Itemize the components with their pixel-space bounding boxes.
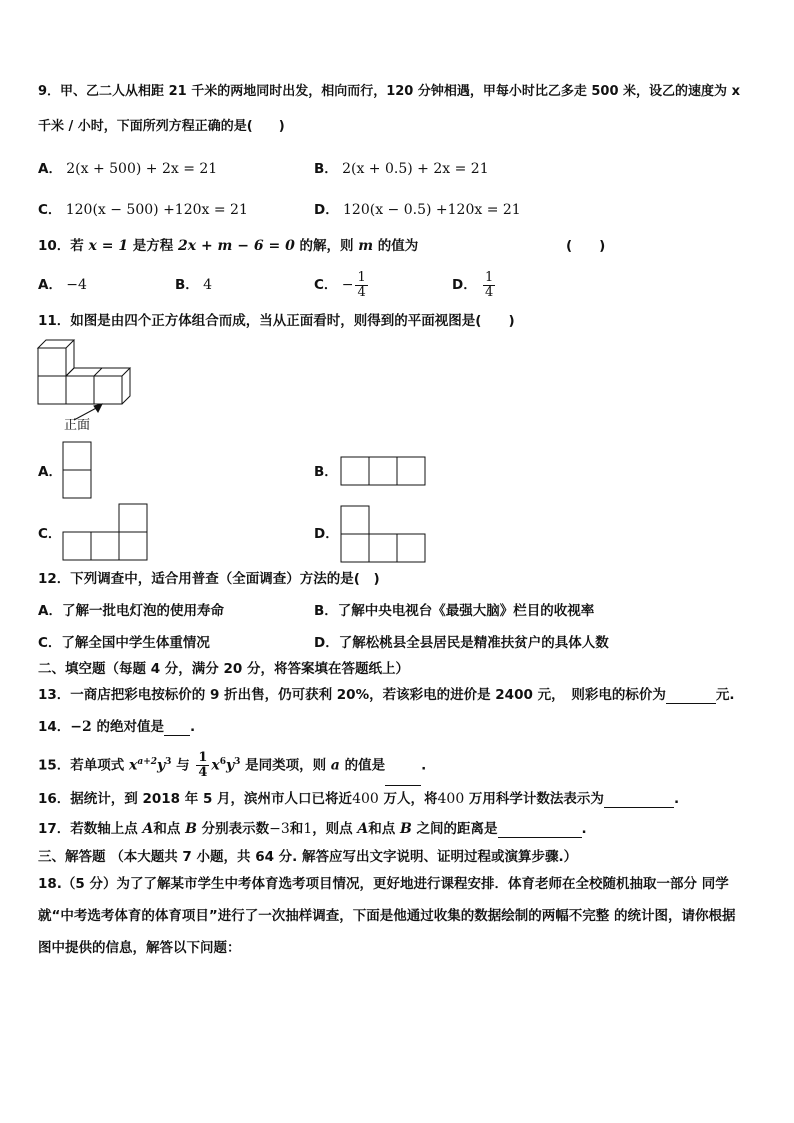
q17-end: .: [581, 821, 587, 837]
option-label: A．: [38, 161, 62, 177]
q18-line1: 18.（5 分）为了了解某市学生中考体育选考项目情况，更好地进行课程安排．体育老师在全校随机抽取一部分 同学: [38, 876, 729, 892]
q17-text: 和点: [368, 821, 400, 837]
option-label: B．: [314, 161, 338, 177]
q10-answer-paren: ( ): [566, 238, 606, 254]
option-expression: 2(x + 500) + 2x = 21: [66, 161, 218, 177]
q10-equation: 2x + m − 6 = 0: [177, 238, 295, 254]
option-label: C．: [314, 277, 338, 293]
q10-variable: m: [358, 238, 374, 254]
q10-option-d[interactable]: [452, 265, 497, 305]
q15-text: 与: [171, 757, 195, 774]
q9-option-c[interactable]: [38, 201, 248, 219]
option-expression: 2(x + 0.5) + 2x = 21: [342, 161, 489, 177]
option-expression: 120(x − 0.5) +120x = 21: [343, 202, 521, 218]
q15-text: 15．若单项式: [38, 757, 129, 774]
q14-number: 14．: [38, 719, 71, 735]
q18-line3: 图中提供的信息，解答以下问题：: [38, 940, 241, 956]
q16-end: .: [673, 791, 680, 807]
q17-text: 17．若数轴上点: [38, 821, 143, 837]
q10-condition: x = 1: [88, 238, 129, 254]
fraction-numerator: 1: [485, 269, 494, 285]
fraction-denominator: 4: [485, 284, 494, 300]
q9-option-d[interactable]: [314, 201, 521, 219]
q11-option-a-figure[interactable]: [62, 441, 94, 501]
q13: [38, 686, 734, 704]
q10-text: 10．若: [38, 238, 89, 254]
q9-option-a[interactable]: [38, 160, 217, 178]
option-value: −4: [66, 277, 87, 293]
q10-stem: [38, 237, 418, 255]
q15-exponent: 3: [165, 757, 172, 767]
answer-blank[interactable]: [385, 771, 421, 786]
q10-option-c[interactable]: [314, 265, 370, 305]
q16-text: 万用科学计数法表示为: [464, 791, 604, 807]
q14-text: 的绝对值是: [91, 719, 164, 735]
fraction-numerator: 1: [198, 750, 208, 765]
q10-text: 的值为: [373, 238, 419, 254]
q15-monomial: y: [157, 757, 166, 774]
q12-option-c[interactable]: C．了解全国中学生体重情况: [38, 635, 210, 651]
q17-number: 1: [303, 821, 313, 837]
answer-blank[interactable]: [604, 793, 674, 808]
q15-text: 是同类项，则: [240, 757, 331, 774]
q11-stem: 11．如图是由四个正方体组合而成，当从正面看时，则得到的平面视图是( ): [38, 313, 515, 329]
q14-value: −2: [70, 719, 92, 735]
q16-number: 400: [437, 791, 465, 807]
section-solve-heading: 三、解答题 （本大题共 7 小题，共 64 分. 解答应写出文字说明、证明过程或演算步骤.）: [38, 849, 578, 865]
q16: [38, 790, 679, 808]
option-label: A．: [38, 277, 62, 293]
q9-line2: 千米 / 小时，下面所列方程正确的是( ): [38, 119, 285, 134]
q15: [38, 742, 426, 786]
option-value: 4: [203, 277, 213, 293]
option-label: C．: [38, 202, 62, 218]
q15-monomial: y: [225, 757, 235, 774]
q12-option-b[interactable]: B．了解中央电视台《最强大脑》栏目的收视率: [314, 603, 595, 619]
q17-text: 分别表示数: [196, 821, 270, 837]
option-expression: 120(x − 500) +120x = 21: [65, 202, 248, 218]
q17-text: 和点: [153, 821, 186, 837]
q15-monomial: x: [211, 757, 220, 774]
q17-number: −3: [269, 821, 290, 837]
q15-text: 的值是: [339, 757, 386, 774]
q17-point: A: [142, 821, 154, 837]
q14-end: .: [189, 719, 196, 735]
q12-option-d[interactable]: D．了解松桃县全县居民是精准扶贫户的具体人数: [314, 635, 609, 651]
q17-point: B: [185, 821, 197, 837]
q17-point: B: [399, 821, 412, 837]
q11-option-b-label[interactable]: B．: [314, 464, 338, 480]
q16-text: 万人，将: [378, 791, 438, 807]
q17-text: ，则点: [312, 821, 358, 837]
q17: [38, 820, 587, 838]
option-label: D．: [452, 277, 477, 293]
q15-exponent: 3: [234, 757, 241, 767]
q15-monomial: x: [129, 757, 138, 774]
answer-blank[interactable]: [164, 721, 190, 736]
q10-text: 的解，则: [294, 238, 359, 254]
section-fill-in-heading: 二、填空题（每题 4 分，满分 20 分，将答案填在答题纸上）: [38, 661, 409, 677]
q15-end: .: [421, 757, 427, 774]
q11-option-c-label[interactable]: C．: [38, 526, 62, 542]
q10-option-a[interactable]: [38, 276, 87, 294]
q11-option-d-figure[interactable]: [340, 505, 430, 565]
q15-variable: a: [330, 757, 340, 774]
option-label: B．: [175, 277, 199, 293]
q15-exponent: a+2: [137, 757, 157, 767]
option-sign: −: [341, 277, 354, 293]
q13-text: 13．一商店把彩电按标价的 9 折出售，仍可获利 20%，若该彩电的进价是 2400 元， 则彩电的标价为: [38, 687, 666, 703]
q11-option-a-label[interactable]: A．: [38, 464, 62, 480]
option-label: D．: [314, 202, 339, 218]
q17-text: 和: [289, 821, 304, 837]
fraction: [483, 271, 495, 300]
q12-stem: 12．下列调查中，适合用普查（全面调查）方法的是( ): [38, 571, 380, 587]
q11-option-b-figure[interactable]: [340, 456, 428, 488]
fraction: [196, 751, 209, 780]
answer-blank[interactable]: [498, 823, 582, 838]
answer-blank[interactable]: [666, 689, 716, 704]
fraction-numerator: 1: [357, 269, 366, 285]
q17-text: 之间的距离是: [411, 821, 498, 837]
fraction-denominator: 4: [357, 284, 366, 300]
q10-option-b[interactable]: [175, 276, 212, 294]
q13-end: 元.: [715, 687, 735, 703]
q17-point: A: [357, 821, 369, 837]
q9-line1: 9．甲、乙二人从相距 21 千米的两地同时出发，相向而行，120 分钟相遇，甲每小时比乙多走 500 米，设乙的速度为 x: [38, 84, 740, 99]
q10-text: 是方程: [128, 238, 178, 254]
q9-option-b[interactable]: [314, 160, 489, 178]
fraction-denominator: 4: [198, 765, 208, 780]
q18-line2: 就“中考选考体育的体育项目”进行了一次抽样调查，下面是他通过收集的数据绘制的两幅不完整 的统计图，请你根据: [38, 908, 736, 924]
front-label: 正面: [64, 418, 91, 433]
q12-option-a[interactable]: A．了解一批电灯泡的使用寿命: [38, 603, 224, 619]
q11-option-c-figure[interactable]: [62, 503, 152, 563]
q16-text: 16．据统计，到 2018 年 5 月，滨州市人口已将近: [38, 791, 353, 807]
q16-number: 400: [352, 791, 379, 807]
q11-option-d-label[interactable]: D．: [314, 526, 339, 542]
q15-exponent: 6: [219, 757, 226, 767]
fraction: [355, 271, 367, 300]
q14: [38, 718, 195, 736]
